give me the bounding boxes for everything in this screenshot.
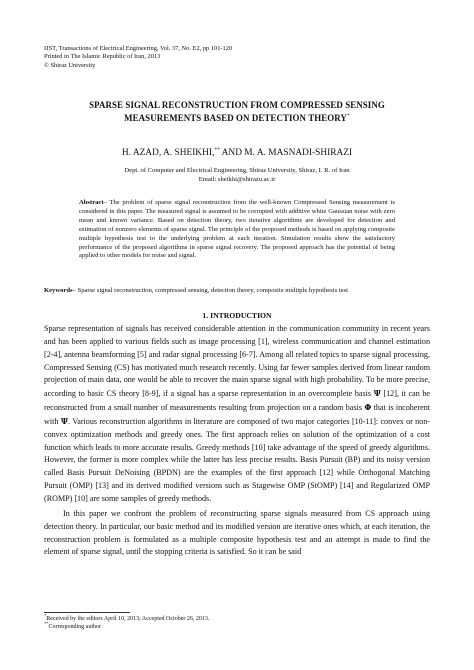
- abstract-label: Abstract: [79, 199, 104, 206]
- corresponding-mark: **: [214, 146, 220, 153]
- phi-symbol: Φ: [364, 402, 372, 413]
- footnote-text-1: Received by the editors April 10, 2013; Accepted October 26, 2013.: [46, 616, 210, 622]
- body-text: [44, 323, 430, 559]
- journal-citation: IJST, Transactions of Electrical Engineering, Vol. 37, No. E2, pp 101-120: [44, 45, 233, 52]
- footnote-mark-1: *: [44, 613, 47, 618]
- psi-symbol: Ψ: [373, 388, 381, 399]
- keywords-text: – Sparse signal reconstruction, compressed sensing, detection theory, composite multiple hypothesis test: [72, 287, 348, 294]
- affiliation-email: Email: sheikhi@shirazu.ac.ir: [198, 176, 276, 184]
- keywords: [44, 286, 430, 295]
- paragraph-1-part-d: . Various reconstruction algorithms in literature are composed of two major categories [10-11]: convex or non-convex optimization methods and greedy ones. The first approach relies on solution of the optimization of a cost function which leads to more accurate results. Greedy methods [10] take advantage of the speed of greedy algorithms. However, the former is more complex while the latter has less precise results. Basis Pursuit (BP) and its noisy version called Basis Pursuit DeNoising (BPDN) are the examples of the first approach [12] while Orthogonal Matching Pursuit (OMP) [13] and its derived modified versions such as Stagewise OMP (StOMP) [14] and Regularized OMP (ROMP) [10] are some samples of greedy methods.: [44, 416, 430, 503]
- footnote-divider: [44, 612, 130, 613]
- title-line-2: MEASUREMENTS BASED ON DETECTION THEORY: [124, 113, 347, 123]
- title-line-1: SPARSE SIGNAL RECONSTRUCTION FROM COMPRESSED SENSING: [89, 100, 385, 110]
- paragraph-2: In this paper we confront the problem of reconstructing sparse signals measured from CS approach using detection theory. In particular, our basic method and its modified version are iterative ones which, at each iteration, the reconstruction problem is formulated as a multiple composite hypothesis test and an attempt is made to find the element of sparse signal, until the stopping criteria is satisfied. So it can be said: [44, 508, 430, 557]
- abstract-text: – The problem of sparse signal reconstruction from the well-known Compressed Sensing measurement is considered in this paper. The measured signal is assumed to be corrupted with additive white Gaussian noise with zero mean and known variance. Based on detection theory, two iterative algorithms are developed for detection and estimation of nonzero elements of sparse signal. The principle of the proposed methods is based on applying composite multiple hypothesis test to the underlying problem at each iteration. Simulation results show the satisfactory performance of the proposed algorithms in sparse signal recovery. The proposed approach has the potential of being applied to other models for noise and signal.: [79, 199, 395, 260]
- journal-header: [44, 45, 232, 70]
- paragraph-1-part-a: Sparse representation of signals has received considerable attention in the communication community in recent years and has been applied to various fields such as image processing [1], wireless communication and channel estimation [2-4], antenna beamforming [5] and radar signal processing [6-7]. Among all related topics to sparse signal processing, Compressed Sensing (CS) has motivated much research recently. Using far fewer samples derived from linear random projection of main data, one would be able to recover the main sparse signal with high probability. To be more precise, according to basic CS theory [8-9], if a signal has a sparse representation in an overcomplete basis: [44, 324, 430, 399]
- affiliation-dept: Dept. of Computer and Electrical Engineering, Shiraz University, Shiraz, I. R. of Iran: [124, 167, 350, 174]
- footnote-received: [44, 615, 209, 623]
- footnote-corresponding: [44, 623, 209, 631]
- abstract: [79, 199, 395, 261]
- copyright-line: © Shiraz University: [44, 61, 96, 69]
- title-footnote-mark: *: [346, 113, 350, 120]
- footnotes: [44, 615, 209, 632]
- affiliation: [44, 166, 430, 184]
- footnote-mark-2: **: [44, 621, 49, 627]
- printed-line: Printed in The Islamic Republic of Iran, 2013: [44, 53, 161, 61]
- author-names-2: AND M. A. MASNADI-SHIRAZI: [219, 148, 353, 158]
- paper-title: [60, 99, 414, 125]
- psi-symbol-2: Ψ: [60, 415, 68, 426]
- author-list: [44, 148, 430, 158]
- author-names-1: H. AZAD, A. SHEIKHI,: [121, 148, 215, 158]
- paragraph-1-part-b: [12], it can be reconstructed from a small number of measurements resulting from projection on a random basis: [44, 389, 430, 413]
- keywords-label: Keywords: [44, 287, 73, 294]
- footnote-text-2: Corresponding author: [48, 624, 101, 631]
- paragraph-1: [44, 323, 430, 506]
- paragraph-1-part-c: that is incoherent with: [44, 403, 430, 426]
- section-heading: 1. INTRODUCTION: [202, 311, 272, 320]
